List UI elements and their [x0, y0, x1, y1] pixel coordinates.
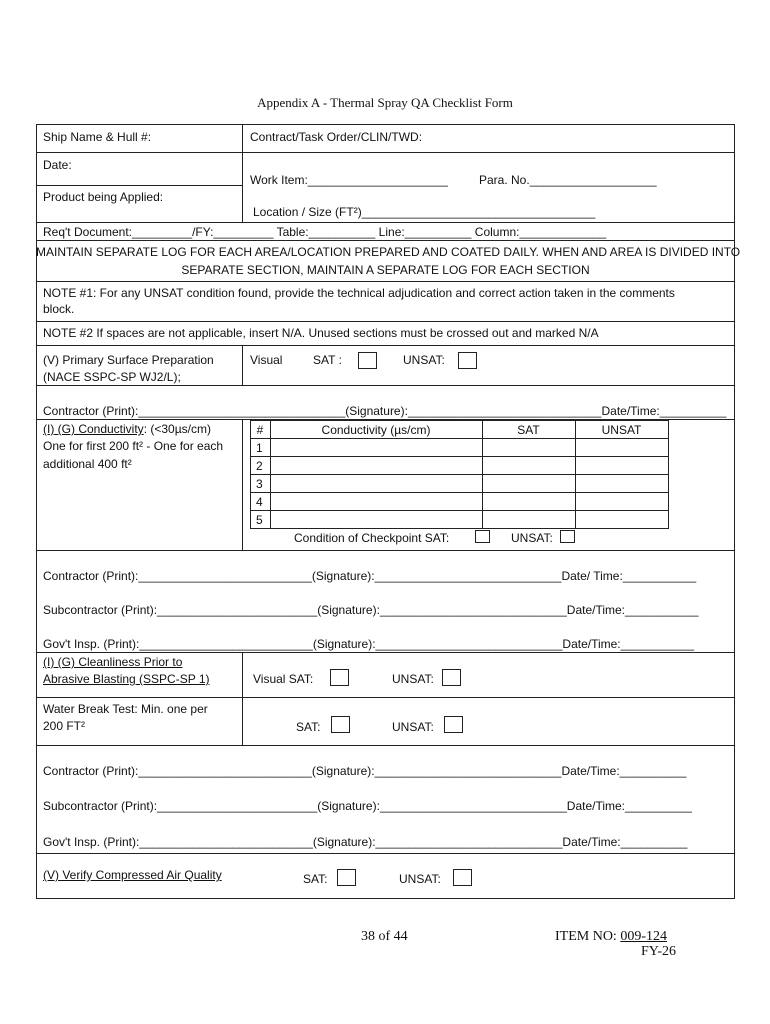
col-divider — [242, 124, 243, 222]
rule — [36, 745, 735, 746]
product-label: Product being Applied: — [43, 190, 164, 204]
surface-prep-label-2: (NACE SSPC-SP WJ2/L); — [43, 370, 181, 384]
fiscal-year: FY-26 — [641, 944, 677, 959]
item-number-label: ITEM NO: — [555, 929, 617, 944]
rule — [36, 321, 735, 322]
rule — [36, 240, 735, 241]
reqt-document-field[interactable]: Req't Document:_________/FY:_________ Table:__________ Line:__________ Column:_____________ — [43, 225, 607, 239]
form-title: Appendix A - Thermal Spray QA Checklist Form — [257, 95, 513, 110]
conductivity-label-spec: : (<30µs/cm) — [143, 422, 211, 436]
cleanliness-sat-checkbox[interactable] — [330, 669, 349, 686]
water-break-unsat-checkbox[interactable] — [444, 716, 463, 733]
col-header-unsat: UNSAT — [601, 423, 642, 437]
air-quality-sat-checkbox[interactable] — [337, 869, 356, 886]
water-break-sat-label: SAT: — [296, 720, 321, 734]
rule — [36, 853, 735, 854]
water-break-label-2: 200 FT² — [43, 719, 86, 733]
note-1: NOTE #1: For any UNSAT condition found, provide the technical adjudication and correct action taken in the comments — [43, 286, 675, 300]
subcontractor-signoff-line[interactable]: Subcontractor (Print):________________________(Signature):____________________________Date/Time:___________ — [43, 603, 699, 617]
rule — [36, 185, 243, 186]
table-row: 3 — [256, 477, 263, 491]
table-row: 2 — [256, 459, 263, 473]
col-divider — [242, 419, 243, 550]
cleanliness-label-2: Abrasive Blasting (SSPC-SP 1) — [43, 672, 210, 686]
cleanliness-label: (I) (G) Cleanliness Prior to — [43, 655, 183, 669]
para-no-field[interactable]: Para. No.___________________ — [479, 173, 657, 187]
date-label: Date: — [43, 158, 72, 172]
note-1-cont: block. — [43, 302, 75, 316]
contractor-signoff-line[interactable]: Contractor (Print):__________________________(Signature):____________________________Date/ Time:___________ — [43, 569, 697, 583]
maintain-log-notice-2: SEPARATE SECTION, MAINTAIN A SEPARATE LOG FOR EACH SECTION — [181, 263, 590, 277]
sat-label: SAT : — [313, 353, 342, 367]
conductivity-frequency: One for first 200 ft² - One for each — [43, 439, 224, 453]
location-size-field[interactable]: Location / Size (FT²)___________________________________ — [253, 205, 596, 219]
water-break-label: Water Break Test: Min. one per — [43, 702, 208, 716]
rule — [36, 124, 735, 125]
rule — [36, 222, 735, 223]
checkpoint-unsat-label: UNSAT: — [511, 531, 553, 545]
contract-label: Contract/Task Order/CLIN/TWD: — [250, 130, 423, 144]
air-quality-unsat-label: UNSAT: — [399, 872, 441, 886]
note-2: NOTE #2 If spaces are not applicable, insert N/A. Unused sections must be crossed out and marked N/A — [43, 326, 599, 340]
ship-name-label: Ship Name & Hull #: — [43, 130, 152, 144]
conductivity-label — [43, 422, 211, 436]
table-row: 1 — [256, 441, 263, 455]
item-number — [555, 929, 667, 945]
subcontractor-signoff-line[interactable]: Subcontractor (Print):________________________(Signature):____________________________Date/Time:__________ — [43, 799, 692, 813]
rule — [36, 385, 735, 386]
checkpoint-sat-checkbox[interactable] — [475, 530, 490, 543]
rule — [36, 152, 735, 153]
checkpoint-sat-label: Condition of Checkpoint SAT: — [294, 531, 450, 545]
col-header-conductivity: Conductivity (µs/cm) — [321, 423, 431, 437]
rule — [36, 281, 735, 282]
page-number: 38 of 44 — [361, 929, 408, 944]
cleanliness-unsat-checkbox[interactable] — [442, 669, 461, 686]
table-row: 5 — [256, 513, 263, 527]
water-break-unsat-label: UNSAT: — [392, 720, 434, 734]
table-row: 4 — [256, 495, 263, 509]
rule — [36, 697, 735, 698]
rule — [36, 652, 735, 653]
col-header-sat: SAT — [517, 423, 540, 437]
govt-insp-signoff-line[interactable]: Gov't Insp. (Print):__________________________(Signature):____________________________Date/Time:___________ — [43, 637, 695, 651]
rule — [36, 898, 735, 899]
cleanliness-unsat-label: UNSAT: — [392, 672, 434, 686]
surface-prep-sat-checkbox[interactable] — [358, 352, 377, 369]
rule — [36, 550, 735, 551]
maintain-log-notice: MAINTAIN SEPARATE LOG FOR EACH AREA/LOCATION PREPARED AND COATED DAILY. WHEN AND AREA IS DIVIDED INTO — [36, 245, 741, 259]
rule — [36, 345, 735, 346]
air-quality-label: (V) Verify Compressed Air Quality — [43, 868, 222, 882]
col-divider — [242, 345, 243, 385]
work-item-field[interactable]: Work Item:_____________________ — [250, 173, 448, 187]
govt-insp-signoff-line[interactable]: Gov't Insp. (Print):__________________________(Signature):____________________________Date/Time:__________ — [43, 835, 688, 849]
surface-prep-label: (V) Primary Surface Preparation — [43, 353, 214, 367]
surface-prep-unsat-checkbox[interactable] — [458, 352, 477, 369]
air-quality-sat-label: SAT: — [303, 872, 328, 886]
conductivity-label-title: (I) (G) Conductivity — [43, 422, 144, 436]
water-break-sat-checkbox[interactable] — [331, 716, 350, 733]
col-header-number: # — [256, 423, 264, 437]
item-number-value: 009-124 — [620, 929, 667, 944]
unsat-label: UNSAT: — [403, 353, 445, 367]
contractor-signoff-line[interactable]: Contractor (Print):_______________________________(Signature):_____________________________Date/Time:__________ — [43, 404, 727, 418]
visual-label: Visual — [250, 353, 283, 367]
checkpoint-unsat-checkbox[interactable] — [560, 530, 575, 543]
air-quality-unsat-checkbox[interactable] — [453, 869, 472, 886]
conductivity-frequency-2: additional 400 ft² — [43, 457, 132, 471]
cleanliness-visual-sat-label: Visual SAT: — [253, 672, 314, 686]
contractor-signoff-line[interactable]: Contractor (Print):__________________________(Signature):____________________________Date/Time:__________ — [43, 764, 687, 778]
col-divider — [242, 652, 243, 745]
